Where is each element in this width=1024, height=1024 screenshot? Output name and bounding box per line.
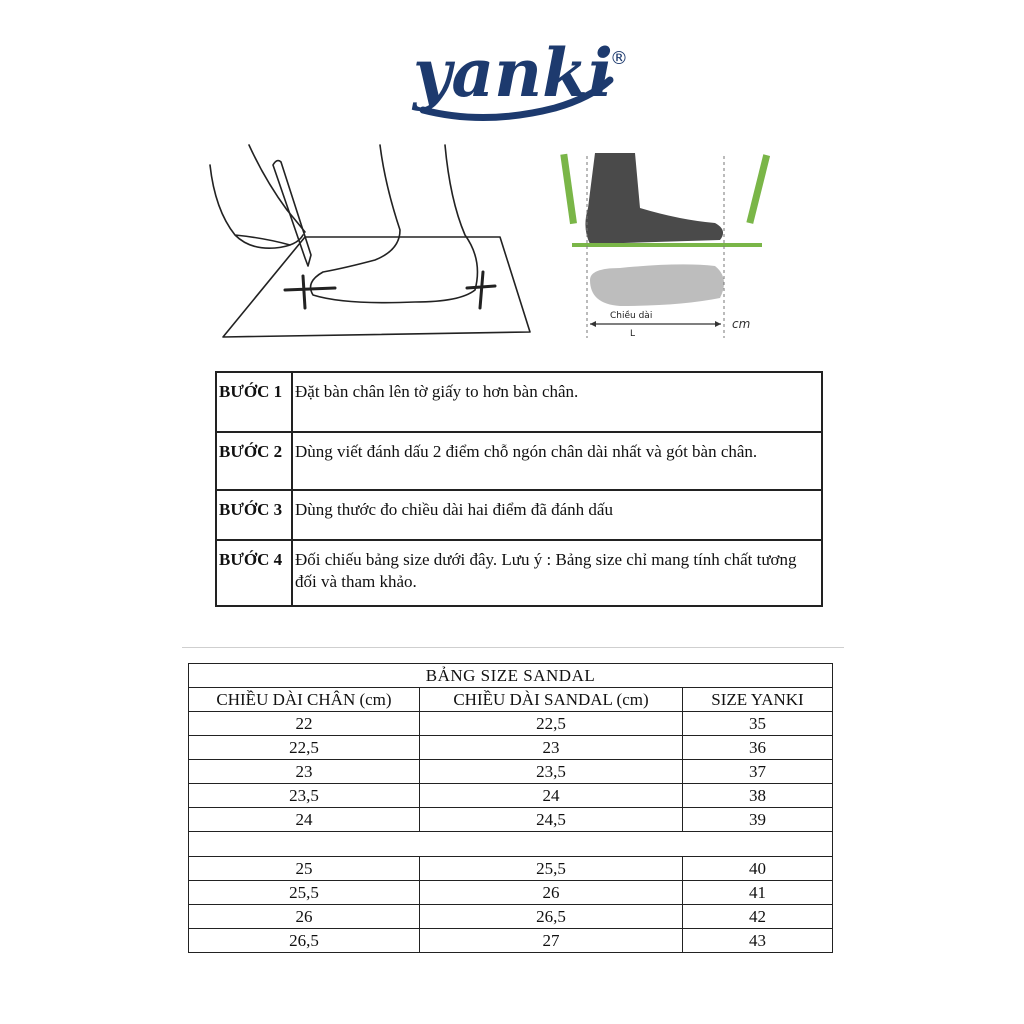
footprint xyxy=(590,264,724,306)
step-text: Đối chiếu bảng size dưới đây. Lưu ý : Bảng size chỉ mang tính chất tương đối và tham khảo. xyxy=(292,540,822,606)
cell: 38 xyxy=(683,784,833,808)
cell: 25,5 xyxy=(420,857,683,881)
cell: 23 xyxy=(420,736,683,760)
step-label: BƯỚC 4 xyxy=(216,540,292,606)
cell: 37 xyxy=(683,760,833,784)
cell: 22,5 xyxy=(420,712,683,736)
empty-cell xyxy=(189,832,833,857)
cell: 39 xyxy=(683,808,833,832)
cell: 23,5 xyxy=(420,760,683,784)
cell: 22 xyxy=(189,712,420,736)
step-text: Đặt bàn chân lên tờ giấy to hơn bàn chân. xyxy=(292,372,822,432)
step-row xyxy=(216,372,822,432)
step-row xyxy=(216,540,822,606)
header-foot-length: CHIỀU DÀI CHÂN (cm) xyxy=(189,688,420,712)
step-label: BƯỚC 2 xyxy=(216,432,292,490)
logo-wordmark: yanki xyxy=(413,34,613,112)
cell: 25,5 xyxy=(189,881,420,905)
spacer-row xyxy=(189,832,833,857)
size-table-title: BẢNG SIZE SANDAL xyxy=(189,664,833,688)
header-size: SIZE YANKI xyxy=(683,688,833,712)
cell: 26 xyxy=(420,881,683,905)
cell: 24 xyxy=(189,808,420,832)
step-row xyxy=(216,432,822,490)
table-row xyxy=(189,760,833,784)
step-text: Dùng thước đo chiều dài hai điểm đã đánh dấu xyxy=(292,490,822,540)
cell: 25 xyxy=(189,857,420,881)
registered-mark: ® xyxy=(610,48,628,69)
cell: 41 xyxy=(683,881,833,905)
cell: 40 xyxy=(683,857,833,881)
unit-label: cm xyxy=(732,317,751,331)
cell: 35 xyxy=(683,712,833,736)
cell: 42 xyxy=(683,905,833,929)
cell: 23,5 xyxy=(189,784,420,808)
table-row xyxy=(189,857,833,881)
foot-silhouette xyxy=(585,153,723,244)
table-row xyxy=(189,736,833,760)
cell: 22,5 xyxy=(189,736,420,760)
table-row xyxy=(189,712,833,736)
step-row xyxy=(216,490,822,540)
cell: 26,5 xyxy=(420,905,683,929)
steps-table xyxy=(215,371,823,607)
table-row xyxy=(189,905,833,929)
cell: 23 xyxy=(189,760,420,784)
header-sandal-length: CHIỀU DÀI SANDAL (cm) xyxy=(420,688,683,712)
cell: 26,5 xyxy=(189,929,420,953)
step-label: BƯỚC 1 xyxy=(216,372,292,432)
length-label: Chiều dài xyxy=(610,311,653,321)
table-row xyxy=(189,929,833,953)
yanki-logo xyxy=(405,30,645,130)
cell: 27 xyxy=(420,929,683,953)
foot-measuring-illustration xyxy=(205,140,545,345)
divider xyxy=(182,647,844,648)
step-label: BƯỚC 3 xyxy=(216,490,292,540)
cell: 26 xyxy=(189,905,420,929)
length-symbol: L xyxy=(630,329,636,339)
cell: 24 xyxy=(420,784,683,808)
table-row xyxy=(189,881,833,905)
table-row xyxy=(189,784,833,808)
cell: 36 xyxy=(683,736,833,760)
table-row xyxy=(189,808,833,832)
cell: 24,5 xyxy=(420,808,683,832)
foot-length-illustration xyxy=(560,148,770,348)
size-table xyxy=(188,663,833,953)
cell: 43 xyxy=(683,929,833,953)
step-text: Dùng viết đánh dấu 2 điểm chỗ ngón chân dài nhất và gót bàn chân. xyxy=(292,432,822,490)
